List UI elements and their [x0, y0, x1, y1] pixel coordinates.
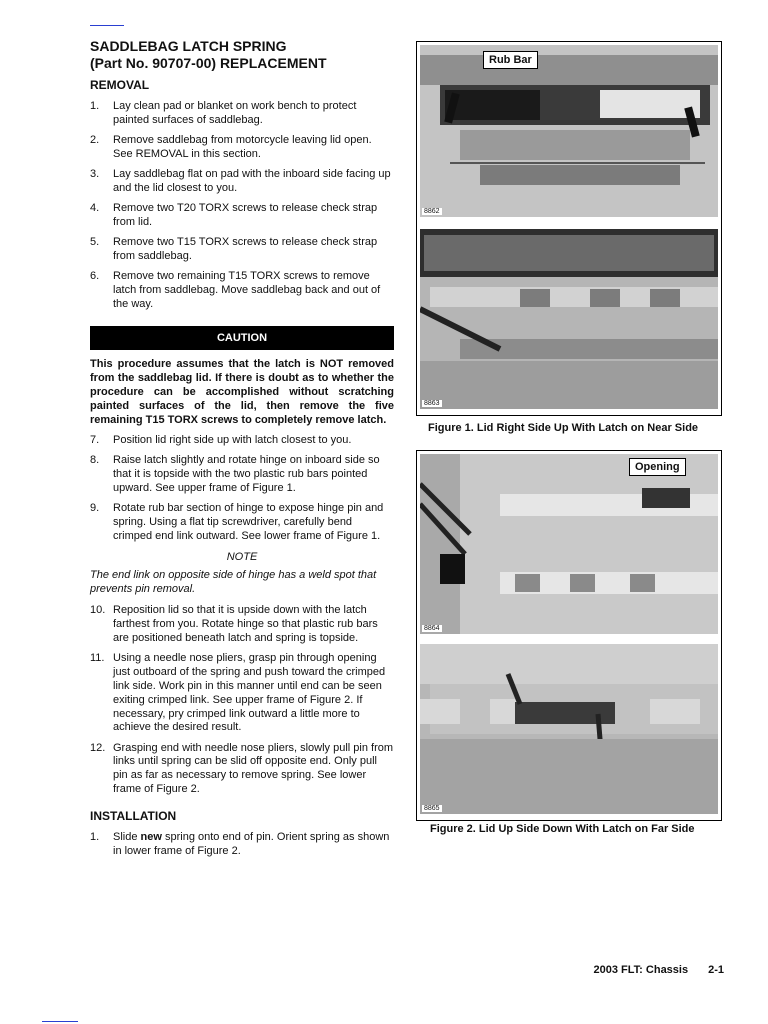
list-item: [90, 134, 394, 162]
step-number: 10.: [90, 604, 106, 617]
figure-2-lower-photo: [420, 644, 718, 814]
step-number: 8.: [90, 454, 100, 467]
list-item: [90, 202, 394, 230]
step-text: Raise latch slightly and rotate hinge on inboard side so that it is topside with the two plastic rub bars pointed upward. See upper frame of Figure 1.: [113, 454, 380, 494]
hinge-photo-screwdriver: [420, 229, 718, 409]
rub-bar-callout: Rub Bar: [483, 51, 538, 69]
footer-title: 2003 FLT: Chassis: [593, 964, 689, 976]
figure-2: [416, 450, 722, 821]
figure-2-upper-photo: [420, 454, 718, 634]
hinge-photo-opening: [420, 454, 718, 634]
step-number: 1.: [90, 100, 100, 112]
caution-text: This procedure assumes that the latch is NOT removed from the saddlebag lid. If there is doubt as to whether the procedure can be accomplished without scratching painted surfaces of the lid, then remove the five remaining T15 TORX screws to completely remove latch.: [90, 357, 394, 426]
bottom-link-line: [42, 1021, 78, 1022]
step-text: Rotate rub bar section of hinge to expose hinge pin and spring. Using a flat tip screwdriver, carefully bend crimped end link outward. See lower frame of Figure 1.: [113, 502, 384, 542]
step-number: 1.: [90, 830, 100, 843]
list-item: [90, 604, 394, 645]
page-title-line2: (Part No. 90707-00) REPLACEMENT: [90, 55, 327, 71]
page-number: 2-1: [708, 964, 724, 976]
step-number: 5.: [90, 236, 100, 249]
step-text-bold: new: [140, 830, 162, 843]
step-number: 4.: [90, 202, 100, 215]
caution-banner: CAUTION: [90, 326, 394, 350]
step-number: 6.: [90, 270, 100, 283]
page-title-line1: SADDLEBAG LATCH SPRING: [90, 38, 287, 54]
step-number: 7.: [90, 433, 100, 446]
step-number: 3.: [90, 168, 100, 181]
list-item: [90, 236, 394, 264]
top-link-line: [90, 25, 124, 26]
hinge-photo-spring: [420, 644, 718, 814]
opening-callout: Opening: [629, 458, 686, 476]
installation-steps: [90, 831, 394, 859]
step-number: 9.: [90, 502, 100, 515]
list-item: [90, 100, 394, 128]
frame-number: 8865: [424, 805, 440, 812]
list-item: [90, 502, 394, 543]
list-item: [90, 434, 394, 448]
figure-1-upper-photo: [420, 45, 718, 217]
removal-steps-c: [90, 604, 394, 796]
list-item: [90, 454, 394, 495]
step-text: Remove two remaining T15 TORX screws to remove latch from saddlebag. Move saddlebag back and out of the way.: [113, 270, 381, 311]
step-text: Lay saddlebag flat on pad with the inboard side facing up and the lid closest to you.: [113, 168, 391, 194]
step-text-post: spring onto end of pin. Orient spring as shown in lower frame of Figure 2.: [113, 830, 390, 857]
removal-steps-a: [90, 100, 394, 312]
installation-heading: INSTALLATION: [90, 808, 177, 823]
note-text: The end link on opposite side of hinge has a weld spot that prevents pin removal.: [90, 569, 377, 596]
step-text: Lay clean pad or blanket on work bench to protect painted surfaces of saddlebag.: [113, 100, 357, 126]
hinge-photo-rub-bars: [420, 45, 718, 217]
removal-heading: REMOVAL: [90, 78, 150, 92]
step-text: Remove two T20 TORX screws to release check strap from lid.: [113, 202, 378, 229]
list-item: [90, 652, 394, 735]
figure-1-lower-photo: [420, 229, 718, 409]
list-item: [90, 831, 394, 859]
step-text: Remove saddlebag from motorcycle leaving lid open. See REMOVAL in this section.: [113, 134, 372, 160]
step-text: Remove two T15 TORX screws to release check strap from saddlebag.: [113, 236, 378, 263]
step-number: 11.: [90, 652, 105, 665]
step-number: 2.: [90, 134, 100, 147]
removal-steps-b: [90, 434, 394, 544]
frame-number: 8864: [424, 625, 440, 632]
note-heading: NOTE: [226, 551, 258, 564]
frame-number: 8863: [424, 400, 440, 407]
step-number: 12.: [90, 741, 106, 754]
list-item: [90, 270, 394, 311]
page-footer: [594, 964, 724, 976]
step-text-pre: Slide: [113, 830, 141, 843]
main-text-column: [90, 38, 394, 865]
figure-2-caption: Figure 2. Lid Up Side Down With Latch on Far Side: [430, 823, 695, 835]
list-item: [90, 742, 394, 797]
step-text: Grasping end with needle nose pliers, slowly pull pin from links until spring can be slid off opposite end. Only pull pin as far as necessary to remove spring. See lower frame of Figure 2.: [113, 741, 394, 795]
step-text: Using a needle nose pliers, grasp pin through opening just outboard of the spring and push toward the crimped link side. Work pin in this manner until end can be seen exiting crimped link. See upper frame of Figure 2. If necessary, pry crimped link outward a little more to achieve the desired result.: [113, 652, 386, 734]
frame-number: 8862: [424, 208, 440, 215]
figure-1: [416, 41, 722, 416]
figure-1-caption: Figure 1. Lid Right Side Up With Latch on Near Side: [428, 422, 699, 434]
step-text: Reposition lid so that it is upside down with the latch farthest from you. Rotate hinge so that plastic rub bars are positioned beneath latch and spring is topside.: [113, 604, 378, 645]
step-text: Position lid right side up with latch closest to you.: [113, 433, 352, 446]
list-item: [90, 168, 394, 196]
